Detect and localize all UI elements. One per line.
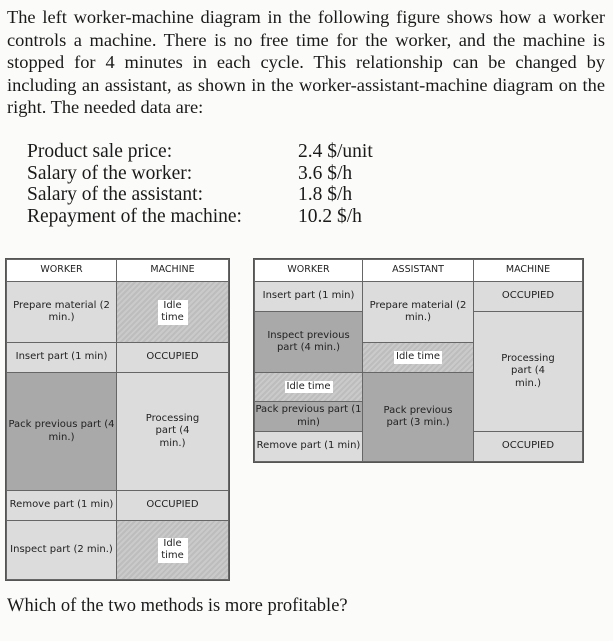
idle-label: Idle time	[396, 351, 440, 363]
machine-step	[116, 520, 229, 580]
worker-step: Pack previous part (1 min)	[254, 401, 363, 432]
machine-step: OCCUPIED	[473, 281, 583, 312]
assistant-step: Pack previous part (3 min.)	[362, 372, 474, 462]
worker-step: Remove part (1 min)	[6, 490, 117, 521]
header-machine: MACHINE	[473, 259, 583, 282]
header-worker: WORKER	[254, 259, 363, 282]
intro-paragraph: The left worker-machine diagram in the following figure shows how a worker controls a machine. There is no free time for the worker, and the machine is stopped for 4 minutes in each cycle. This relationship can be changed by including an assistant, as shown in the worker-assistant-machine diagram on the right. The needed data are:	[7, 7, 605, 118]
worker-step: Pack previous part (4 min.)	[6, 372, 117, 491]
data-item	[27, 163, 373, 185]
data-value: 2.4 $/unit	[298, 141, 373, 162]
data-label: Salary of the worker:	[27, 162, 193, 184]
worker-step: Prepare material (2 min.)	[6, 281, 117, 343]
data-list	[27, 141, 373, 227]
worker-step	[254, 372, 363, 402]
data-label: Repayment of the machine:	[27, 205, 242, 227]
header-assistant: ASSISTANT	[362, 259, 474, 282]
assistant-step	[362, 342, 474, 373]
data-value: 1.8 $/h	[298, 184, 353, 205]
worker-step: Insert part (1 min)	[254, 281, 363, 312]
assistant-step: Prepare material (2 min.)	[362, 281, 474, 343]
question: Which of the two methods is more profitable?	[7, 596, 348, 616]
data-label: Salary of the assistant:	[27, 184, 204, 205]
worker-step: Remove part (1 min)	[254, 431, 363, 462]
machine-step: Processing part (4 min.)	[116, 372, 229, 491]
idle-label: Idle time	[158, 538, 188, 563]
data-value: 10.2 $/h	[298, 205, 362, 227]
worker-step: Insert part (1 min)	[6, 342, 117, 373]
idle-label: Idle time	[158, 300, 188, 325]
header-machine: MACHINE	[116, 259, 229, 282]
data-item	[27, 206, 373, 228]
data-item	[27, 184, 373, 206]
data-item	[27, 141, 373, 163]
data-value: 3.6 $/h	[298, 162, 353, 184]
data-label: Product sale price:	[27, 141, 173, 162]
worker-step: Inspect part (2 min.)	[6, 520, 117, 580]
worker-machine-diagram	[5, 258, 230, 581]
machine-step	[116, 281, 229, 343]
header-worker: WORKER	[6, 259, 117, 282]
worker-step: Inspect previous part (4 min.)	[254, 311, 363, 373]
machine-step: OCCUPIED	[473, 431, 583, 462]
idle-label: Idle time	[286, 380, 331, 392]
worker-assistant-machine-diagram	[253, 258, 584, 463]
machine-step: Processing part (4 min.)	[473, 311, 583, 432]
machine-step: OCCUPIED	[116, 342, 229, 373]
machine-step: OCCUPIED	[116, 490, 229, 521]
